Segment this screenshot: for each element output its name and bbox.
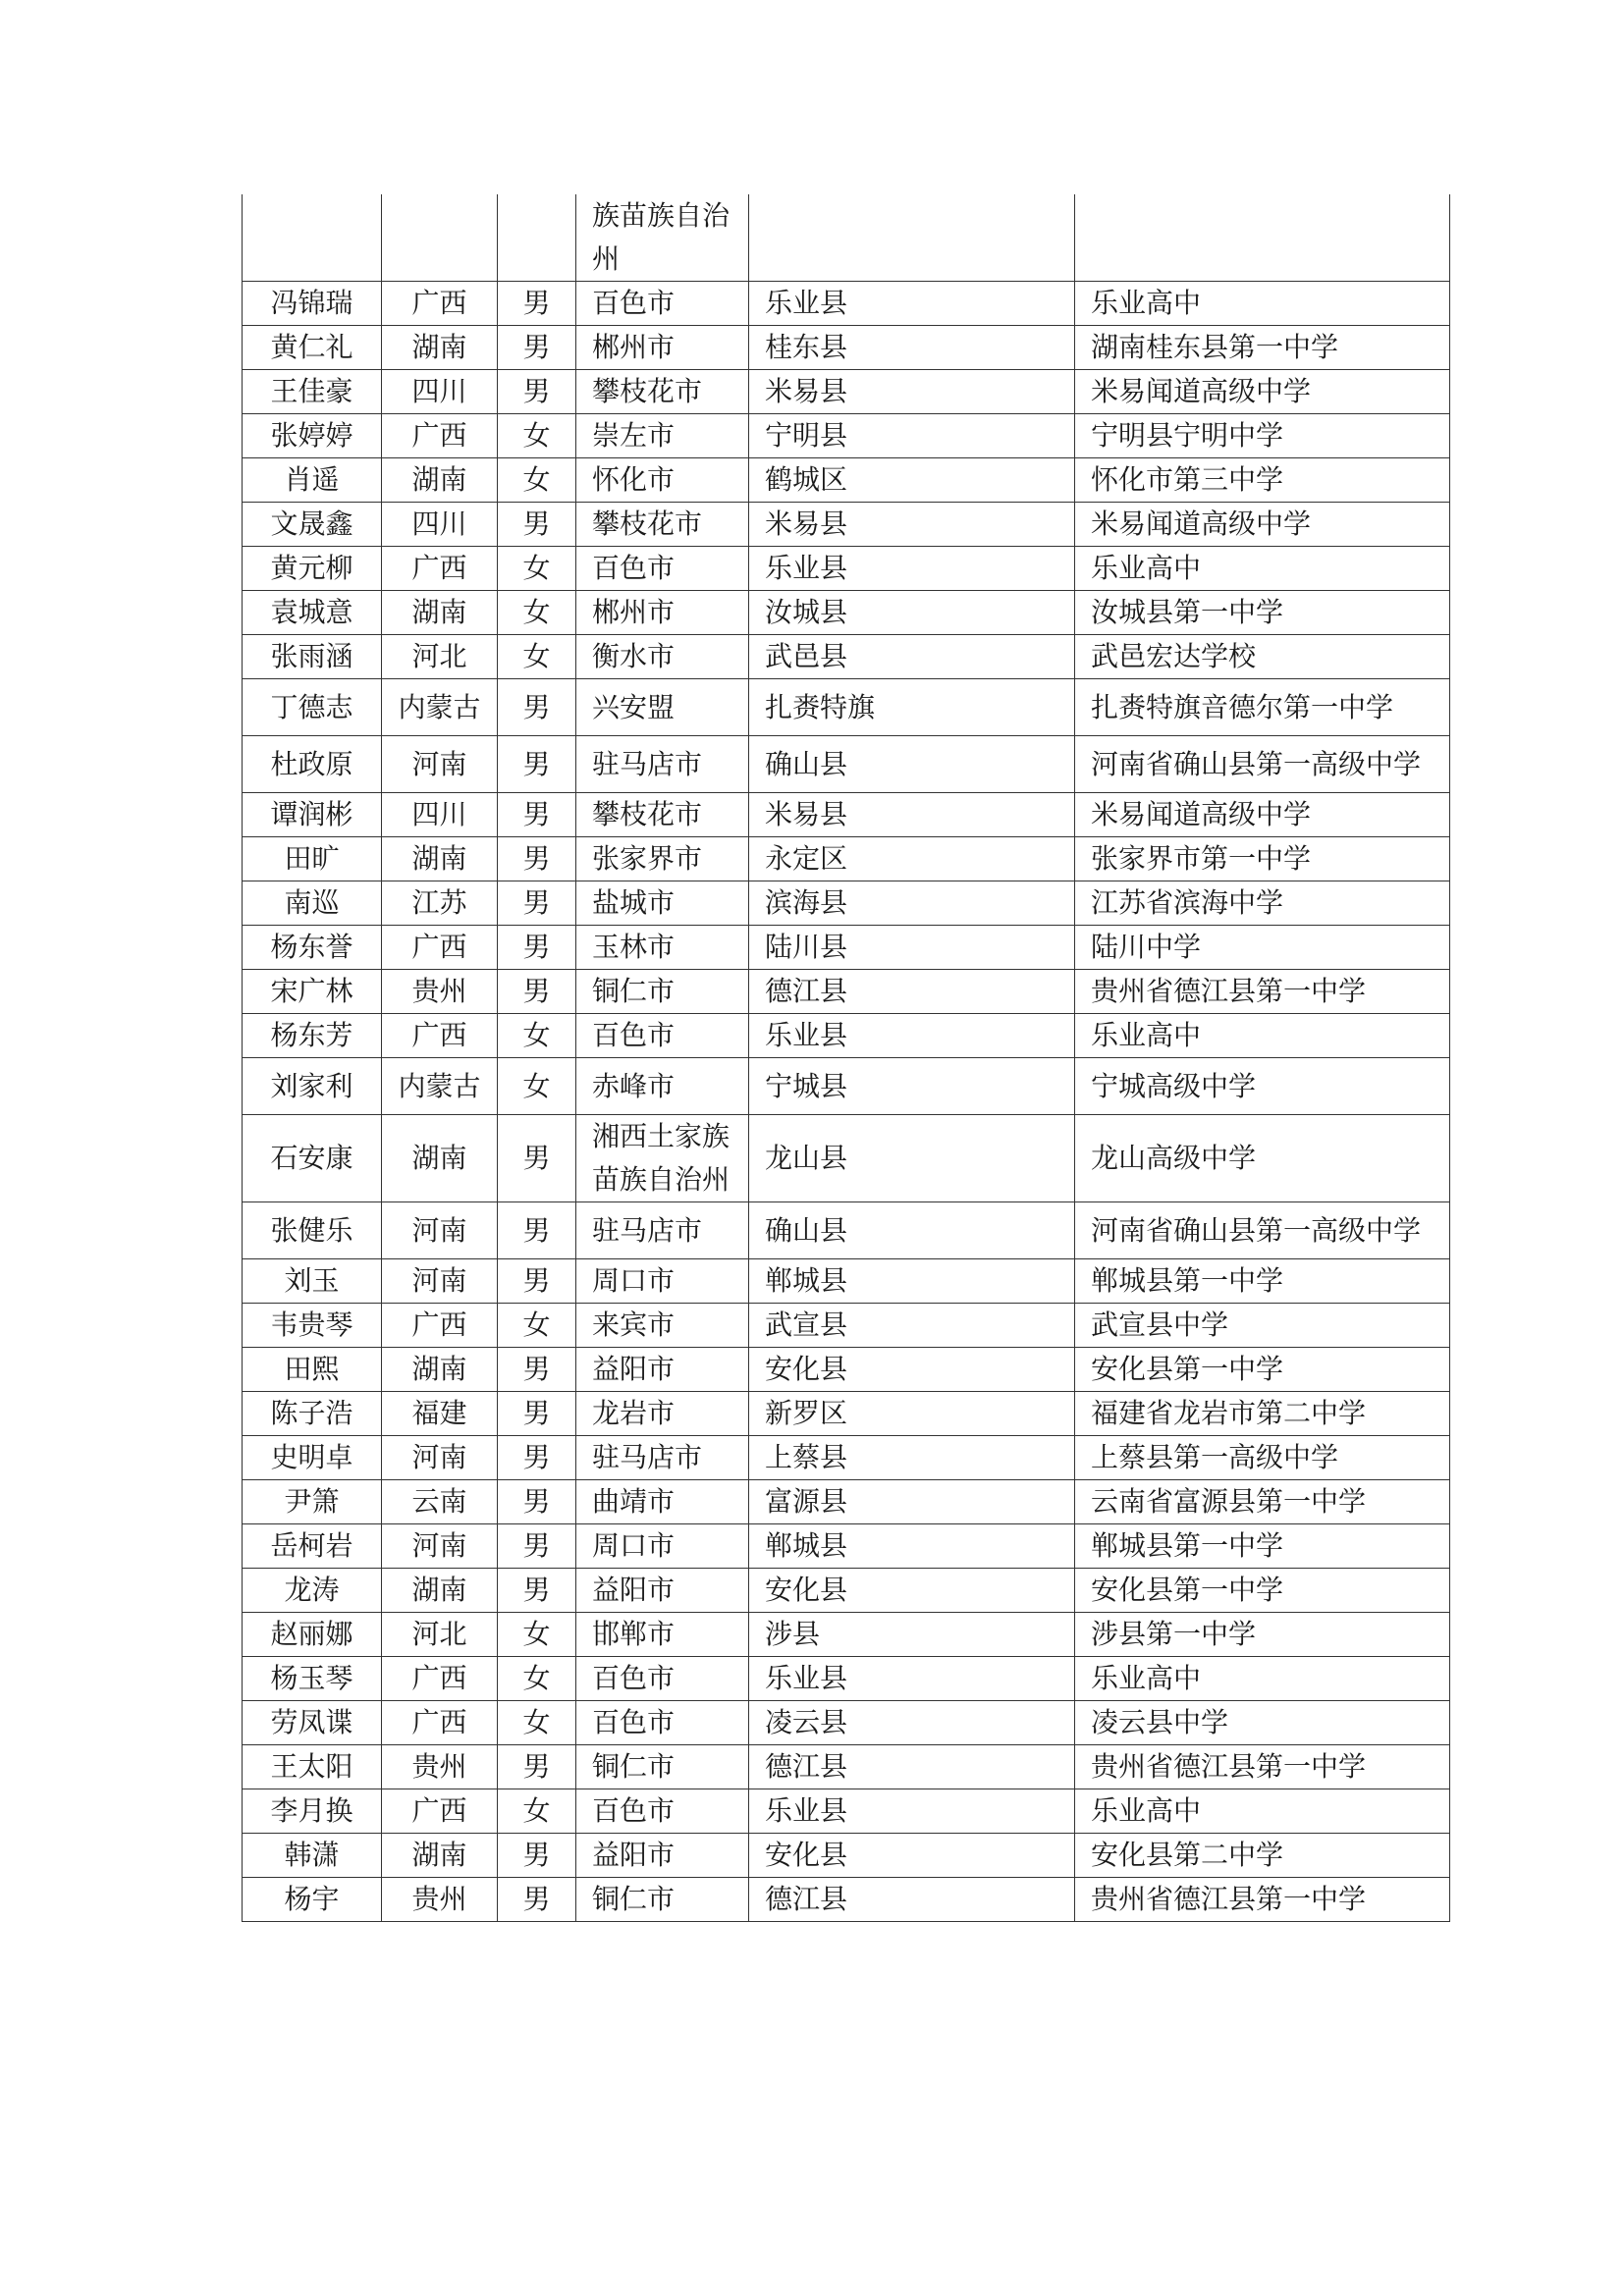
table-row xyxy=(243,1789,1450,1834)
county-cell: 龙山县 xyxy=(749,1115,1075,1202)
school-cell: 上蔡县第一高级中学 xyxy=(1075,1436,1450,1480)
school-cell: 扎赉特旗音德尔第一中学 xyxy=(1075,679,1450,736)
table-row xyxy=(243,1115,1450,1202)
table-row xyxy=(243,1480,1450,1524)
city-cell: 曲靖市 xyxy=(576,1480,749,1524)
name-cell: 宋广林 xyxy=(243,970,382,1014)
county-cell: 桂东县 xyxy=(749,326,1075,370)
school-cell: 云南省富源县第一中学 xyxy=(1075,1480,1450,1524)
province-cell: 湖南 xyxy=(382,1834,498,1878)
name-cell: 岳柯岩 xyxy=(243,1524,382,1569)
name-cell xyxy=(243,194,382,282)
name-cell: 南巡 xyxy=(243,881,382,926)
table-row xyxy=(243,1524,1450,1569)
name-cell: 杨东誉 xyxy=(243,926,382,970)
province-cell: 四川 xyxy=(382,370,498,414)
school-cell: 龙山高级中学 xyxy=(1075,1115,1450,1202)
province-cell: 河北 xyxy=(382,1613,498,1657)
city-cell: 百色市 xyxy=(576,1014,749,1058)
name-cell: 冯锦瑞 xyxy=(243,282,382,326)
school-cell: 米易闻道高级中学 xyxy=(1075,370,1450,414)
table-row xyxy=(243,547,1450,591)
gender-cell: 男 xyxy=(498,1569,576,1613)
table-row xyxy=(243,926,1450,970)
county-cell xyxy=(749,194,1075,282)
gender-cell: 男 xyxy=(498,1348,576,1392)
table-row xyxy=(243,1259,1450,1304)
school-cell: 贵州省德江县第一中学 xyxy=(1075,970,1450,1014)
county-cell: 郸城县 xyxy=(749,1259,1075,1304)
table-row xyxy=(243,1569,1450,1613)
gender-cell: 男 xyxy=(498,326,576,370)
school-cell: 米易闻道高级中学 xyxy=(1075,503,1450,547)
county-cell: 安化县 xyxy=(749,1834,1075,1878)
gender-cell: 女 xyxy=(498,1657,576,1701)
table-row xyxy=(243,282,1450,326)
city-cell: 百色市 xyxy=(576,1789,749,1834)
school-cell: 陆川中学 xyxy=(1075,926,1450,970)
name-cell: 石安康 xyxy=(243,1115,382,1202)
school-cell: 安化县第一中学 xyxy=(1075,1569,1450,1613)
school-cell: 武邑宏达学校 xyxy=(1075,635,1450,679)
school-cell: 郸城县第一中学 xyxy=(1075,1524,1450,1569)
city-cell: 益阳市 xyxy=(576,1569,749,1613)
province-cell: 江苏 xyxy=(382,881,498,926)
city-cell: 湘西土家族苗族自治州 xyxy=(576,1115,749,1202)
gender-cell: 男 xyxy=(498,793,576,837)
county-cell: 德江县 xyxy=(749,970,1075,1014)
province-cell: 广西 xyxy=(382,1701,498,1745)
county-cell: 凌云县 xyxy=(749,1701,1075,1745)
county-cell: 米易县 xyxy=(749,503,1075,547)
table-row xyxy=(243,881,1450,926)
city-cell: 来宾市 xyxy=(576,1304,749,1348)
table-row xyxy=(243,458,1450,503)
gender-cell: 男 xyxy=(498,1480,576,1524)
gender-cell: 男 xyxy=(498,837,576,881)
county-cell: 乐业县 xyxy=(749,282,1075,326)
name-cell: 赵丽娜 xyxy=(243,1613,382,1657)
province-cell: 福建 xyxy=(382,1392,498,1436)
name-cell: 肖遥 xyxy=(243,458,382,503)
gender-cell: 男 xyxy=(498,1834,576,1878)
city-cell: 百色市 xyxy=(576,547,749,591)
table-row xyxy=(243,679,1450,736)
name-cell: 杨宇 xyxy=(243,1878,382,1922)
name-cell: 王太阳 xyxy=(243,1745,382,1789)
city-cell: 百色市 xyxy=(576,282,749,326)
table-row xyxy=(243,326,1450,370)
city-cell: 益阳市 xyxy=(576,1348,749,1392)
province-cell: 湖南 xyxy=(382,458,498,503)
table-row xyxy=(243,736,1450,793)
province-cell: 四川 xyxy=(382,503,498,547)
gender-cell: 女 xyxy=(498,1014,576,1058)
table-row xyxy=(243,503,1450,547)
name-cell: 杜政原 xyxy=(243,736,382,793)
name-cell: 张雨涵 xyxy=(243,635,382,679)
gender-cell: 男 xyxy=(498,970,576,1014)
county-cell: 乐业县 xyxy=(749,1657,1075,1701)
table-row xyxy=(243,1701,1450,1745)
county-cell: 宁城县 xyxy=(749,1058,1075,1115)
city-cell: 张家界市 xyxy=(576,837,749,881)
table-row xyxy=(243,1745,1450,1789)
student-roster-table xyxy=(242,194,1450,1922)
county-cell: 宁明县 xyxy=(749,414,1075,458)
table-row xyxy=(243,1392,1450,1436)
city-cell: 龙岩市 xyxy=(576,1392,749,1436)
name-cell: 袁城意 xyxy=(243,591,382,635)
gender-cell: 男 xyxy=(498,1878,576,1922)
province-cell: 河南 xyxy=(382,736,498,793)
school-cell: 安化县第一中学 xyxy=(1075,1348,1450,1392)
gender-cell: 男 xyxy=(498,1202,576,1259)
city-cell: 驻马店市 xyxy=(576,736,749,793)
gender-cell: 男 xyxy=(498,1436,576,1480)
name-cell: 陈子浩 xyxy=(243,1392,382,1436)
county-cell: 富源县 xyxy=(749,1480,1075,1524)
gender-cell: 男 xyxy=(498,1524,576,1569)
school-cell: 乐业高中 xyxy=(1075,1789,1450,1834)
province-cell: 内蒙古 xyxy=(382,1058,498,1115)
name-cell: 韩潇 xyxy=(243,1834,382,1878)
county-cell: 汝城县 xyxy=(749,591,1075,635)
city-cell: 驻马店市 xyxy=(576,1202,749,1259)
name-cell: 龙涛 xyxy=(243,1569,382,1613)
name-cell: 尹箫 xyxy=(243,1480,382,1524)
name-cell: 史明卓 xyxy=(243,1436,382,1480)
name-cell: 丁德志 xyxy=(243,679,382,736)
province-cell: 广西 xyxy=(382,547,498,591)
table-row xyxy=(243,793,1450,837)
name-cell: 王佳豪 xyxy=(243,370,382,414)
name-cell: 黄元柳 xyxy=(243,547,382,591)
school-cell xyxy=(1075,194,1450,282)
province-cell: 河南 xyxy=(382,1436,498,1480)
gender-cell: 女 xyxy=(498,1613,576,1657)
county-cell: 安化县 xyxy=(749,1569,1075,1613)
school-cell: 乐业高中 xyxy=(1075,1014,1450,1058)
city-cell: 崇左市 xyxy=(576,414,749,458)
name-cell: 杨东芳 xyxy=(243,1014,382,1058)
city-cell: 兴安盟 xyxy=(576,679,749,736)
table-row xyxy=(243,1436,1450,1480)
province-cell: 湖南 xyxy=(382,837,498,881)
city-cell: 族苗族自治州 xyxy=(576,194,749,282)
city-cell: 盐城市 xyxy=(576,881,749,926)
gender-cell: 男 xyxy=(498,370,576,414)
table-row xyxy=(243,1058,1450,1115)
school-cell: 安化县第二中学 xyxy=(1075,1834,1450,1878)
gender-cell: 女 xyxy=(498,635,576,679)
school-cell: 乐业高中 xyxy=(1075,547,1450,591)
table-row xyxy=(243,591,1450,635)
city-cell: 铜仁市 xyxy=(576,1878,749,1922)
table-row xyxy=(243,414,1450,458)
name-cell: 文晟鑫 xyxy=(243,503,382,547)
province-cell xyxy=(382,194,498,282)
table-row xyxy=(243,635,1450,679)
county-cell: 上蔡县 xyxy=(749,1436,1075,1480)
county-cell: 确山县 xyxy=(749,1202,1075,1259)
name-cell: 刘玉 xyxy=(243,1259,382,1304)
school-cell: 河南省确山县第一高级中学 xyxy=(1075,1202,1450,1259)
name-cell: 韦贵琴 xyxy=(243,1304,382,1348)
county-cell: 郸城县 xyxy=(749,1524,1075,1569)
city-cell: 周口市 xyxy=(576,1524,749,1569)
city-cell: 赤峰市 xyxy=(576,1058,749,1115)
school-cell: 宁明县宁明中学 xyxy=(1075,414,1450,458)
gender-cell: 男 xyxy=(498,1745,576,1789)
province-cell: 湖南 xyxy=(382,326,498,370)
county-cell: 德江县 xyxy=(749,1745,1075,1789)
county-cell: 武邑县 xyxy=(749,635,1075,679)
county-cell: 乐业县 xyxy=(749,1014,1075,1058)
school-cell: 米易闻道高级中学 xyxy=(1075,793,1450,837)
gender-cell: 女 xyxy=(498,1304,576,1348)
roster-body xyxy=(243,194,1450,1922)
city-cell: 百色市 xyxy=(576,1657,749,1701)
gender-cell: 男 xyxy=(498,1115,576,1202)
county-cell: 确山县 xyxy=(749,736,1075,793)
school-cell: 福建省龙岩市第二中学 xyxy=(1075,1392,1450,1436)
school-cell: 乐业高中 xyxy=(1075,1657,1450,1701)
county-cell: 米易县 xyxy=(749,793,1075,837)
county-cell: 新罗区 xyxy=(749,1392,1075,1436)
gender-cell: 女 xyxy=(498,1789,576,1834)
province-cell: 河北 xyxy=(382,635,498,679)
city-cell: 衡水市 xyxy=(576,635,749,679)
city-cell: 攀枝花市 xyxy=(576,793,749,837)
table-row xyxy=(243,1613,1450,1657)
table-row xyxy=(243,1834,1450,1878)
county-cell: 德江县 xyxy=(749,1878,1075,1922)
county-cell: 安化县 xyxy=(749,1348,1075,1392)
table-row xyxy=(243,1657,1450,1701)
school-cell: 江苏省滨海中学 xyxy=(1075,881,1450,926)
county-cell: 武宣县 xyxy=(749,1304,1075,1348)
table-row xyxy=(243,1014,1450,1058)
name-cell: 杨玉琴 xyxy=(243,1657,382,1701)
school-cell: 贵州省德江县第一中学 xyxy=(1075,1878,1450,1922)
gender-cell: 男 xyxy=(498,926,576,970)
name-cell: 谭润彬 xyxy=(243,793,382,837)
county-cell: 永定区 xyxy=(749,837,1075,881)
school-cell: 涉县第一中学 xyxy=(1075,1613,1450,1657)
table-row xyxy=(243,1878,1450,1922)
name-cell: 劳凤谍 xyxy=(243,1701,382,1745)
province-cell: 湖南 xyxy=(382,1348,498,1392)
table-row xyxy=(243,1202,1450,1259)
province-cell: 河南 xyxy=(382,1259,498,1304)
county-cell: 鹤城区 xyxy=(749,458,1075,503)
school-cell: 贵州省德江县第一中学 xyxy=(1075,1745,1450,1789)
city-cell: 驻马店市 xyxy=(576,1436,749,1480)
province-cell: 四川 xyxy=(382,793,498,837)
province-cell: 湖南 xyxy=(382,1115,498,1202)
province-cell: 广西 xyxy=(382,414,498,458)
city-cell: 益阳市 xyxy=(576,1834,749,1878)
province-cell: 内蒙古 xyxy=(382,679,498,736)
table-row xyxy=(243,970,1450,1014)
county-cell: 涉县 xyxy=(749,1613,1075,1657)
province-cell: 贵州 xyxy=(382,1878,498,1922)
school-cell: 汝城县第一中学 xyxy=(1075,591,1450,635)
name-cell: 李月换 xyxy=(243,1789,382,1834)
name-cell: 刘家利 xyxy=(243,1058,382,1115)
county-cell: 扎赉特旗 xyxy=(749,679,1075,736)
province-cell: 贵州 xyxy=(382,970,498,1014)
city-cell: 百色市 xyxy=(576,1701,749,1745)
gender-cell: 男 xyxy=(498,881,576,926)
name-cell: 张婷婷 xyxy=(243,414,382,458)
city-cell: 攀枝花市 xyxy=(576,503,749,547)
county-cell: 陆川县 xyxy=(749,926,1075,970)
school-cell: 凌云县中学 xyxy=(1075,1701,1450,1745)
name-cell: 张健乐 xyxy=(243,1202,382,1259)
city-cell: 怀化市 xyxy=(576,458,749,503)
name-cell: 黄仁礼 xyxy=(243,326,382,370)
name-cell: 田旷 xyxy=(243,837,382,881)
city-cell: 周口市 xyxy=(576,1259,749,1304)
province-cell: 湖南 xyxy=(382,1569,498,1613)
gender-cell: 女 xyxy=(498,591,576,635)
city-cell: 铜仁市 xyxy=(576,1745,749,1789)
county-cell: 滨海县 xyxy=(749,881,1075,926)
table-row xyxy=(243,194,1450,282)
gender-cell: 男 xyxy=(498,1259,576,1304)
province-cell: 贵州 xyxy=(382,1745,498,1789)
school-cell: 河南省确山县第一高级中学 xyxy=(1075,736,1450,793)
table-row xyxy=(243,1348,1450,1392)
table-row xyxy=(243,370,1450,414)
school-cell: 郸城县第一中学 xyxy=(1075,1259,1450,1304)
gender-cell xyxy=(498,194,576,282)
province-cell: 广西 xyxy=(382,926,498,970)
school-cell: 张家界市第一中学 xyxy=(1075,837,1450,881)
school-cell: 湖南桂东县第一中学 xyxy=(1075,326,1450,370)
gender-cell: 女 xyxy=(498,458,576,503)
gender-cell: 女 xyxy=(498,1701,576,1745)
school-cell: 武宣县中学 xyxy=(1075,1304,1450,1348)
gender-cell: 男 xyxy=(498,679,576,736)
province-cell: 河南 xyxy=(382,1202,498,1259)
table-row xyxy=(243,1304,1450,1348)
province-cell: 广西 xyxy=(382,282,498,326)
gender-cell: 男 xyxy=(498,503,576,547)
table-row xyxy=(243,837,1450,881)
province-cell: 广西 xyxy=(382,1657,498,1701)
county-cell: 乐业县 xyxy=(749,1789,1075,1834)
county-cell: 乐业县 xyxy=(749,547,1075,591)
province-cell: 广西 xyxy=(382,1014,498,1058)
city-cell: 玉林市 xyxy=(576,926,749,970)
city-cell: 铜仁市 xyxy=(576,970,749,1014)
province-cell: 河南 xyxy=(382,1524,498,1569)
gender-cell: 女 xyxy=(498,414,576,458)
school-cell: 乐业高中 xyxy=(1075,282,1450,326)
gender-cell: 男 xyxy=(498,736,576,793)
gender-cell: 男 xyxy=(498,1392,576,1436)
province-cell: 广西 xyxy=(382,1789,498,1834)
name-cell: 田熙 xyxy=(243,1348,382,1392)
city-cell: 郴州市 xyxy=(576,326,749,370)
gender-cell: 女 xyxy=(498,1058,576,1115)
school-cell: 宁城高级中学 xyxy=(1075,1058,1450,1115)
city-cell: 攀枝花市 xyxy=(576,370,749,414)
school-cell: 怀化市第三中学 xyxy=(1075,458,1450,503)
county-cell: 米易县 xyxy=(749,370,1075,414)
city-cell: 邯郸市 xyxy=(576,1613,749,1657)
gender-cell: 男 xyxy=(498,282,576,326)
province-cell: 湖南 xyxy=(382,591,498,635)
province-cell: 广西 xyxy=(382,1304,498,1348)
city-cell: 郴州市 xyxy=(576,591,749,635)
province-cell: 云南 xyxy=(382,1480,498,1524)
gender-cell: 女 xyxy=(498,547,576,591)
